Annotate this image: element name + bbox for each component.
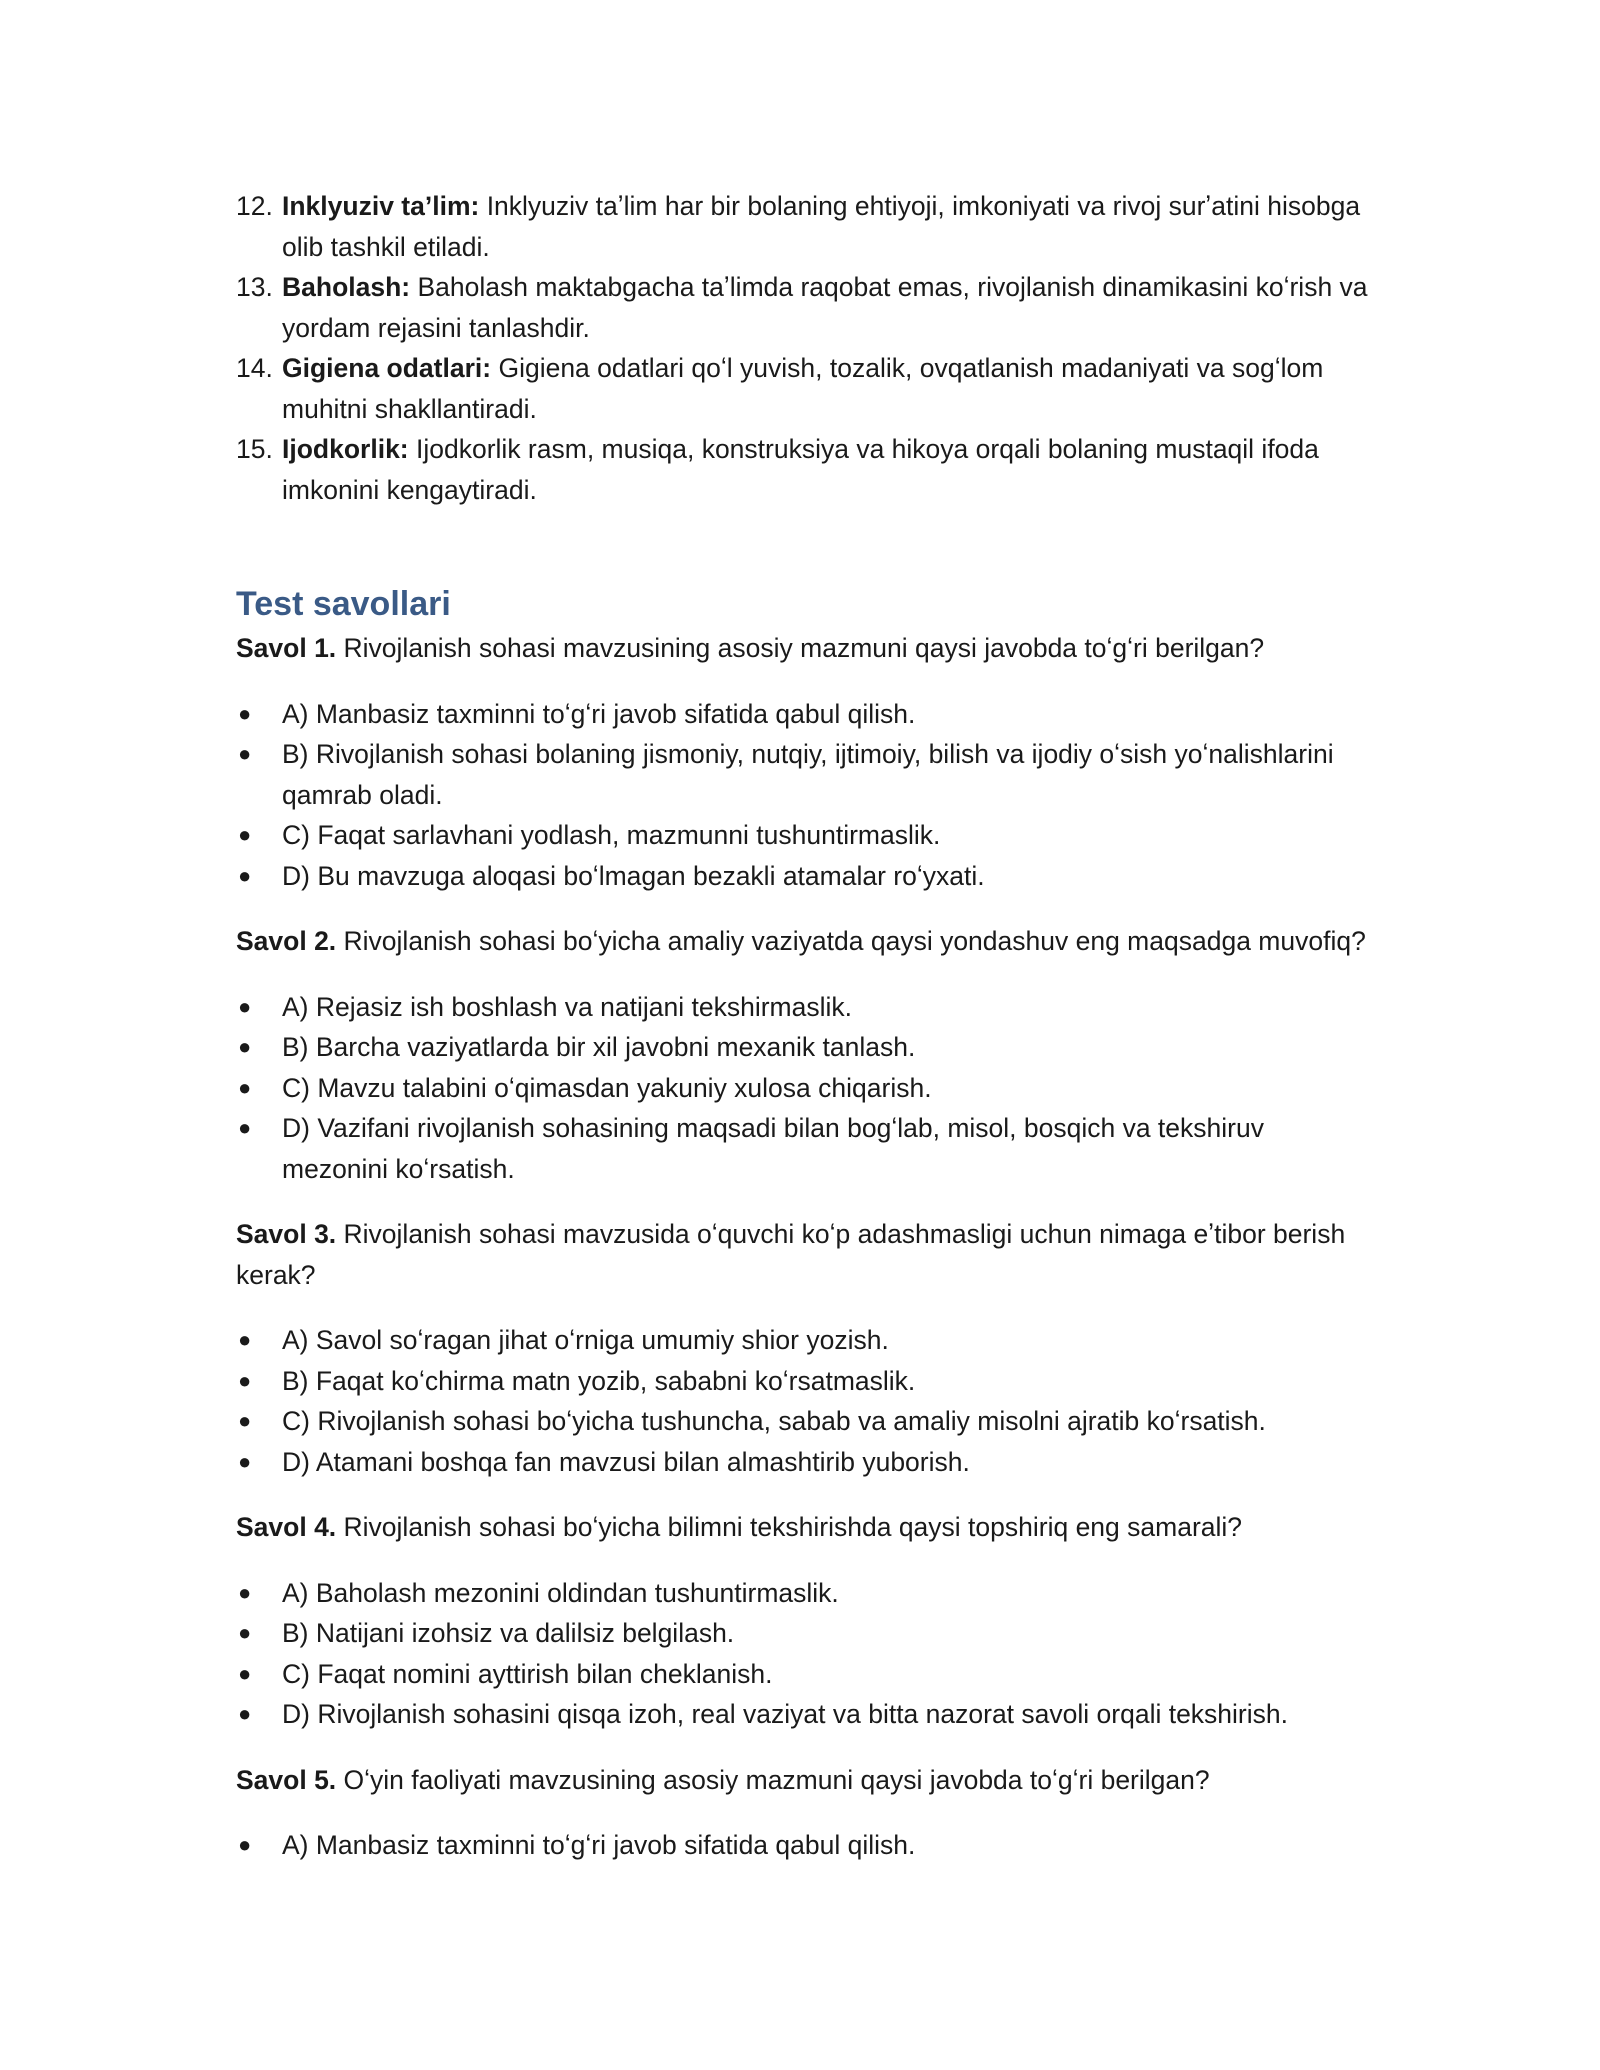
question-text (236, 628, 1376, 669)
answer-option (236, 1613, 1376, 1654)
bullet-icon: ● (238, 741, 252, 766)
answer-options (236, 1825, 1376, 1866)
option-text: C) Faqat sarlavhani yodlash, mazmunni tushuntirmaslik. (282, 820, 941, 850)
questions-container (236, 628, 1376, 1866)
item-number: 12. (236, 191, 273, 221)
answer-option (236, 815, 1376, 856)
bullet-icon: ● (238, 1448, 252, 1474)
bullet-icon: ● (238, 993, 252, 1019)
option-text: C) Rivojlanish sohasi boʻyicha tushuncha, sabab va amaliy misolni ajratib koʻrsatish. (282, 1406, 1266, 1436)
option-text: B) Natijani izohsiz va dalilsiz belgilash. (282, 1618, 735, 1648)
item-text: Baholash maktabgacha taʼlimda raqobat emas, rivojlanish dinamikasini koʻrish va yordam rejasini tanlashdir. (282, 272, 1368, 343)
answer-option (236, 1108, 1376, 1189)
bullet-icon: ● (238, 822, 252, 847)
bullet-icon: ● (238, 1367, 252, 1393)
item-term: Inklyuziv taʼlim: (282, 191, 480, 221)
option-text: A) Savol soʻragan jihat oʻrniga umumiy shior yozish. (282, 1325, 889, 1355)
bullet-icon: ● (238, 700, 252, 726)
option-text: A) Rejasiz ish boshlash va natijani tekshirmaslik. (282, 991, 852, 1022)
answer-option (236, 1573, 1376, 1614)
item-text: Inklyuziv taʼlim har bir bolaning ehtiyoji, imkoniyati va rivoj surʼatini hisobga olib tashkil etiladi. (282, 191, 1361, 262)
bullet-icon: ● (238, 1579, 252, 1605)
item-text: Gigiena odatlari qoʻl yuvish, tozalik, ovqatlanish madaniyati va sogʻlom muhitni shakllantiradi. (282, 353, 1324, 424)
option-text: A) Manbasiz taxminni toʻgʻri javob sifatida qabul qilish. (282, 698, 916, 729)
answer-option (236, 1442, 1376, 1483)
section-heading: Test savollari (236, 585, 451, 623)
question-body: Rivojlanish sohasi boʻyicha bilimni tekshirishda qaysi topshiriq eng samarali? (336, 1512, 1243, 1542)
question-label: Savol 5. (236, 1764, 337, 1795)
question-block (236, 1760, 1376, 1866)
question-text (236, 1507, 1376, 1548)
answer-option (236, 734, 1376, 815)
question-block (236, 1214, 1376, 1482)
option-text: C) Faqat nomini ayttirish bilan cheklanish. (282, 1658, 773, 1689)
answer-option (236, 1361, 1376, 1402)
option-text: D) Vazifani rivojlanish sohasining maqsadi bilan bogʻlab, misol, bosqich va tekshiruv mezonini koʻrsatish. (282, 1113, 1264, 1184)
answer-option (236, 1027, 1376, 1068)
option-text: A) Manbasiz taxminni toʻgʻri javob sifatida qabul qilish. (282, 1830, 916, 1860)
numbered-item (236, 348, 1376, 429)
question-text (236, 921, 1376, 962)
item-text: Ijodkorlik rasm, musiqa, konstruksiya va hikoya orqali bolaning mustaqil ifoda imkonini kengaytiradi. (282, 434, 1319, 505)
answer-options (236, 1320, 1376, 1482)
question-body: Oʻyin faoliyati mavzusining asosiy mazmuni qaysi javobda toʻgʻri berilgan? (336, 1764, 1210, 1795)
question-label: Savol 2. (236, 926, 337, 956)
question-body: Rivojlanish sohasi boʻyicha amaliy vaziyatda qaysi yondashuv eng maqsadga muvofiq? (336, 926, 1366, 956)
question-label: Savol 1. (236, 633, 337, 663)
question-label: Savol 4. (236, 1512, 337, 1542)
bullet-icon: ● (238, 1660, 252, 1686)
option-text: B) Faqat koʻchirma matn yozib, sababni koʻrsatmaslik. (282, 1365, 916, 1396)
item-term: Baholash: (282, 272, 411, 302)
answer-option (236, 987, 1376, 1028)
bullet-icon: ● (238, 1115, 252, 1140)
answer-option (236, 1320, 1376, 1361)
answer-option (236, 694, 1376, 735)
option-text: D) Atamani boshqa fan mavzusi bilan almashtirib yuborish. (282, 1446, 970, 1477)
option-text: C) Mavzu talabini oʻqimasdan yakuniy xulosa chiqarish. (282, 1072, 932, 1103)
option-text: A) Baholash mezonini oldindan tushuntirmaslik. (282, 1577, 839, 1608)
item-term: Ijodkorlik: (282, 434, 409, 464)
bullet-icon: ● (238, 1034, 252, 1059)
option-text: B) Barcha vaziyatlarda bir xil javobni mexanik tanlash. (282, 1032, 916, 1062)
document-page (236, 186, 1376, 1891)
bullet-icon: ● (238, 1074, 252, 1100)
numbered-item (236, 429, 1376, 510)
bullet-icon: ● (238, 1832, 252, 1857)
bullet-icon: ● (238, 1327, 252, 1352)
question-label: Savol 3. (236, 1219, 337, 1249)
answer-option (236, 1825, 1376, 1866)
question-block (236, 628, 1376, 896)
numbered-item (236, 267, 1376, 348)
bullet-icon: ● (238, 1701, 252, 1726)
answer-options (236, 694, 1376, 897)
option-text: D) Bu mavzuga aloqasi boʻlmagan bezakli atamalar roʻyxati. (282, 860, 985, 891)
option-text: B) Rivojlanish sohasi bolaning jismoniy, nutqiy, ijtimoiy, bilish va ijodiy oʻsish yoʻnalishlarini qamrab oladi. (282, 739, 1334, 810)
bullet-icon: ● (238, 1620, 252, 1645)
item-number: 15. (236, 434, 273, 464)
answer-options (236, 987, 1376, 1190)
numbered-item (236, 186, 1376, 267)
bullet-icon: ● (238, 1408, 252, 1433)
bullet-icon: ● (238, 862, 252, 888)
numbered-list (236, 186, 1376, 510)
item-number: 13. (236, 272, 273, 302)
answer-option (236, 1401, 1376, 1442)
answer-option (236, 1654, 1376, 1695)
answer-option (236, 1068, 1376, 1109)
question-text (236, 1214, 1376, 1295)
answer-option (236, 856, 1376, 897)
question-body: Rivojlanish sohasi mavzusida oʻquvchi koʻp adashmasligi uchun nimaga eʼtibor berish kerak? (236, 1219, 1346, 1290)
answer-option (236, 1694, 1376, 1735)
item-number: 14. (236, 353, 273, 383)
answer-options (236, 1573, 1376, 1735)
question-block (236, 1507, 1376, 1735)
question-body: Rivojlanish sohasi mavzusining asosiy mazmuni qaysi javobda toʻgʻri berilgan? (336, 633, 1265, 663)
question-block (236, 921, 1376, 1189)
question-text (236, 1760, 1376, 1801)
option-text: D) Rivojlanish sohasini qisqa izoh, real vaziyat va bitta nazorat savoli orqali tekshirish. (282, 1699, 1288, 1729)
item-term: Gigiena odatlari: (282, 353, 492, 383)
